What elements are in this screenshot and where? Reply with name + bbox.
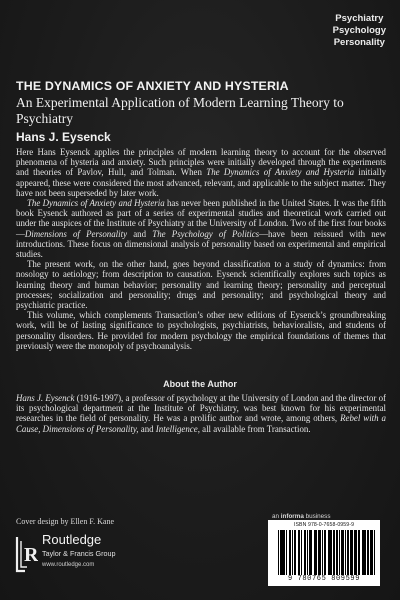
barcode [268,520,380,586]
publisher-logo [14,532,144,582]
publisher-name: Routledge [42,532,102,547]
description-paragraph: This volume, which complements Transaction’s other new editions of Eysenck’s groundbreaking work, will be of lasting significance to psychologists, psychiatrists, behavioralists, and students of personality disorders. He provided for modern psychology the empirical foundations of themes that previously were the monopoly of psychoanalysis. [16,310,386,351]
description-paragraph: The present work, on the other hand, goes beyond classification to a study of dynamics: from nosology to aetiology; from description to causation. Eysenck scientifically explores such topics as learning theory and human behavior; personality and learning theory; personality and perceptual processes; socialization and personality; drugs and personality; and psychological theory and psychiatric practice. [16,259,386,311]
cover-design-credit: Cover design by Ellen F. Kane [16,517,115,526]
series-item-psychology: Psychology [332,25,386,36]
isbn-number: ISBN 978-0-7658-0959-9 [293,522,355,528]
barcode-bars [278,530,376,575]
series-item-personality: Personality [333,37,385,48]
barcode-digits: 9 780765 809599 [287,575,360,583]
description-paragraph: The Dynamics of Anxiety and Hysteria has never been published in the United States. It was the fifth book Eysenck authored as part of a series of experimental studies and theoretical work carried out under the auspices of the Institute of Psychiatry at the University of London. Two of the first four books—Dimensions of Personality and The Psychology of Politics—have been reissued with new introductions. These focus on dimensional analysis of personality based on experimental and empirical studies. [16,198,386,260]
barcode-bar [374,530,375,575]
book-subtitle: An Experimental Application of Modern Learning Theory to Psychiatry [16,95,344,126]
series-item-psychiatry: Psychiatry [335,13,384,24]
svg-text:R: R [24,544,38,566]
description-paragraph: Here Hans Eysenck applies the principles of modern learning theory to account for the observed phenomena of hysteria and anxiety. Such principles were initially developed through the experiments and theories of Pavlov, Hull, and Tolman. When The Dynamics of Anxiety and Hysteria initially appeared, these were considered the most advanced, relevant, and applicable to the subject matter. They have not been superseded by later work. [16,147,387,198]
about-author-name: Hans J. Eysenck [16,393,75,403]
about-author-heading: About the Author [163,379,237,389]
publisher-group: Taylor & Francis Group [42,549,116,558]
book-title: THE DYNAMICS OF ANXIETY AND HYSTERIA [16,79,289,93]
publisher-url: www.routledge.com [42,562,95,568]
book-description [16,147,386,351]
about-author-text: Hans J. Eysenck (1916-1997), a professor of psychology at the University of London and the director of its psychological department at the Institute of Psychiatry, was best known for his experimental researches in the field of personality. He was a prolific author and wrote, among others, Rebel with a Cause, Dimensions of Personality, and Intelligence, all available from Transaction. [16,393,387,434]
book-author: Hans J. Eysenck [16,130,111,144]
informa-business-tag: an informa business [272,513,331,520]
series-label [333,13,386,49]
routledge-logo-icon [14,534,38,574]
